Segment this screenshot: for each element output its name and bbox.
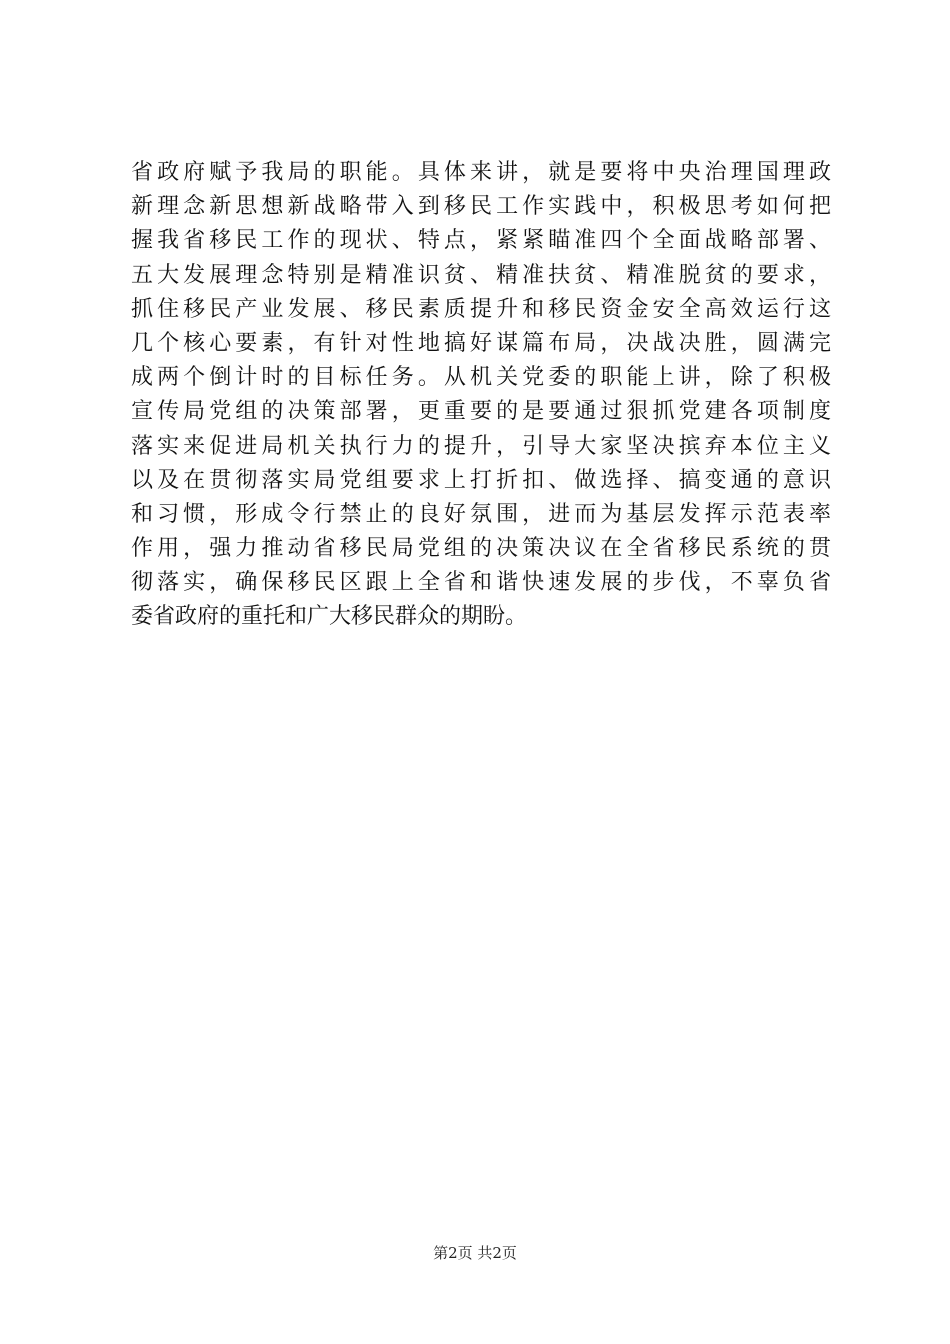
page-number-footer: 第2页 共2页 — [433, 1244, 517, 1262]
text-line: 省政府赋予我局的职能。具体来讲，就是要将中央治理国理政 — [131, 160, 831, 185]
text-line: 彻落实，确保移民区跟上全省和谐快速发展的步伐，不辜负省 — [131, 570, 831, 596]
body-paragraph — [131, 156, 831, 635]
text-line: 作用，强力推动省移民局党组的决策决议在全省移民系统的贯 — [131, 536, 831, 562]
text-line: 以及在贯彻落实局党组要求上打折扣、做选择、搞变通的意识 — [131, 467, 831, 493]
text-line: 几个核心要素，有针对性地搞好谋篇布局，决战决胜，圆满完 — [131, 330, 831, 356]
text-line: 抓住移民产业发展、移民素质提升和移民资金安全高效运行这 — [131, 296, 831, 322]
text-line: 握我省移民工作的现状、特点，紧紧瞄准四个全面战略部署、 — [131, 228, 831, 254]
text-line: 新理念新思想新战略带入到移民工作实践中，积极思考如何把 — [131, 194, 831, 220]
text-line: 和习惯，形成令行禁止的良好氛围，进而为基层发挥示范表率 — [131, 501, 831, 527]
text-line: 五大发展理念特别是精准识贫、精准扶贫、精准脱贫的要求， — [131, 262, 831, 288]
text-line: 宣传局党组的决策部署，更重要的是要通过狠抓党建各项制度 — [131, 399, 831, 425]
text-line: 落实来促进局机关执行力的提升，引导大家坚决摈弃本位主义 — [131, 433, 831, 459]
text-line: 委省政府的重托和广大移民群众的期盼。 — [131, 604, 528, 630]
text-line: 成两个倒计时的目标任务。从机关党委的职能上讲，除了积极 — [131, 365, 831, 391]
